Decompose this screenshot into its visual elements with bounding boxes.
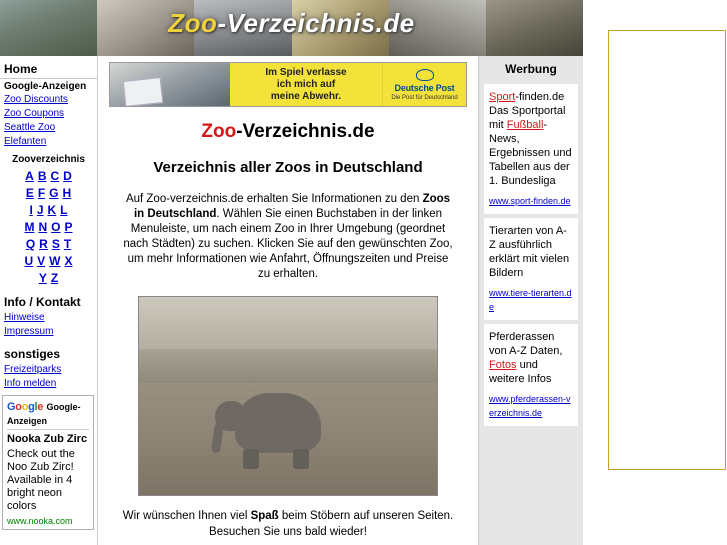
alpha-link-h[interactable]: H bbox=[62, 186, 72, 200]
outro-text-spass: Spaß bbox=[250, 510, 279, 522]
page-title bbox=[99, 121, 477, 143]
ad-tierarten-text: Tierarten von A-Z ausführlich erklärt mit vielen Bildern bbox=[489, 225, 570, 279]
post-ad-line-3: meine Abwehr. bbox=[270, 90, 342, 102]
outro-text-c: beim Stöbern auf unseren Seiten. bbox=[278, 510, 454, 522]
ad-google-row bbox=[7, 399, 89, 430]
ad-card-pferderassen[interactable] bbox=[484, 324, 578, 426]
banner-title-prefix: Zoo bbox=[168, 8, 218, 38]
google-anzeigen-label: Google-Anzeigen bbox=[7, 402, 81, 426]
ad-card-sport-finden[interactable] bbox=[484, 84, 578, 214]
alpha-link-d[interactable]: D bbox=[63, 169, 72, 183]
side-ad-frame bbox=[608, 30, 726, 470]
ad-tierarten-url[interactable]: www.tiere-tierarten.de bbox=[489, 288, 572, 312]
sidebar-link-info-melden[interactable]: Info melden bbox=[4, 378, 57, 389]
google-logo-icon: Google bbox=[7, 401, 44, 413]
alpha-link-k[interactable]: K bbox=[47, 203, 57, 217]
alpha-link-f[interactable]: F bbox=[37, 186, 46, 200]
page-headline: Verzeichnis aller Zoos in Deutschland bbox=[153, 159, 423, 176]
sidebar-ad-link-zoo-discounts[interactable]: Zoo Discounts bbox=[4, 94, 68, 105]
ad-sport-text-1: -finden.de Das Sportportal mit bbox=[489, 91, 566, 131]
post-ad-text bbox=[230, 63, 382, 106]
alpha-link-s[interactable]: S bbox=[51, 237, 60, 251]
sidebar-link-hinweise[interactable]: Hinweise bbox=[4, 312, 45, 323]
alpha-link-m[interactable]: M bbox=[24, 220, 35, 234]
ad-pferderassen-text-2: und weitere Infos bbox=[489, 359, 552, 385]
right-sidebar bbox=[478, 56, 583, 545]
alpha-link-n[interactable]: N bbox=[38, 220, 48, 234]
alpha-link-x[interactable]: X bbox=[64, 254, 73, 268]
alpha-link-a[interactable]: A bbox=[25, 169, 34, 183]
post-ad-photo bbox=[110, 63, 230, 106]
alpha-link-o[interactable]: O bbox=[51, 220, 61, 234]
elephant-leg bbox=[293, 449, 309, 469]
nooka-ad-box[interactable] bbox=[2, 395, 94, 530]
alphabet-row bbox=[0, 219, 97, 236]
main-content bbox=[99, 56, 477, 545]
sidebar-item-home[interactable]: Home bbox=[4, 62, 38, 76]
alpha-link-b[interactable]: B bbox=[37, 169, 47, 183]
sidebar-link-freizeitparks[interactable]: Freizeitparks bbox=[4, 364, 62, 375]
intro-text-part2: . Wählen Sie einen Buchstaben in der linken Menuleiste, um nach einem Zoo in Ihrer Umgebung (geordnet nach Städten) zu suchen. Klicken Sie auf den gewünschten Zoo, um mehr Informationen wie Anfahrt, Öffnungszeiten und Preise zu erhalten. bbox=[123, 208, 453, 280]
outro-paragraph bbox=[115, 508, 461, 540]
sidebar-ad-link-seattle-zoo[interactable]: Seattle Zoo bbox=[4, 122, 56, 133]
alphabet-index bbox=[0, 168, 97, 287]
ad-pferderassen-url[interactable]: www.pferderassen-verzeichnis.de bbox=[489, 394, 571, 418]
nooka-ad-body: Check out the Noo Zub Zirc! Available in 4 bright neon colors bbox=[7, 448, 75, 512]
alpha-link-z[interactable]: Z bbox=[50, 271, 59, 285]
alpha-link-v[interactable]: V bbox=[37, 254, 46, 268]
nooka-ad-title[interactable]: Nooka Zub Zirc bbox=[7, 433, 88, 445]
alphabet-row bbox=[0, 270, 97, 287]
page-title-suffix: -Verzeichnis.de bbox=[236, 121, 375, 142]
page-title-prefix: Zoo bbox=[201, 121, 237, 142]
alpha-link-p[interactable]: P bbox=[64, 220, 73, 234]
alpha-link-u[interactable]: U bbox=[24, 254, 34, 268]
alpha-link-g[interactable]: G bbox=[49, 186, 59, 200]
banner-title-suffix: -Verzeichnis.de bbox=[217, 8, 415, 38]
ad-pferderassen-text-1: Pferderassen von A-Z Daten, bbox=[489, 331, 563, 357]
sidebar-link-impressum[interactable]: Impressum bbox=[4, 326, 54, 337]
alpha-link-q[interactable]: Q bbox=[25, 237, 36, 251]
alphabet-row bbox=[0, 185, 97, 202]
banner-title bbox=[0, 8, 583, 39]
alphabet-row bbox=[0, 253, 97, 270]
photo-elephant-shape bbox=[235, 393, 321, 453]
intro-text-part1: Auf Zoo-verzeichnis.de erhalten Sie Informationen zu den bbox=[125, 193, 423, 205]
alphabet-row bbox=[0, 168, 97, 185]
alpha-link-c[interactable]: C bbox=[50, 169, 60, 183]
elephant-leg bbox=[243, 449, 259, 469]
ad-sport-text-2: -News, Ergebnissen und Tabellen aus der 1. Bundesliga bbox=[489, 119, 572, 187]
alpha-link-l[interactable]: L bbox=[60, 203, 68, 217]
intro-paragraph bbox=[121, 192, 455, 282]
header-banner bbox=[0, 0, 583, 56]
werbung-heading: Werbung bbox=[505, 62, 557, 76]
photo-rock-wall bbox=[139, 297, 438, 383]
outro-text-a: Wir wünschen Ihnen viel bbox=[122, 510, 251, 522]
deutsche-post-banner-ad[interactable] bbox=[109, 62, 467, 107]
alphabet-row bbox=[0, 202, 97, 219]
google-ads-label-top: Google-Anzeigen bbox=[0, 78, 97, 93]
elephant-photo bbox=[138, 296, 438, 496]
alpha-link-j[interactable]: J bbox=[36, 203, 44, 217]
post-ad-brand-sub: Die Post für Deutschland bbox=[391, 94, 458, 101]
alpha-link-w[interactable]: W bbox=[49, 254, 61, 268]
info-kontakt-heading: Info / Kontakt bbox=[4, 295, 81, 309]
sidebar-ad-link-zoo-coupons[interactable]: Zoo Coupons bbox=[4, 108, 65, 119]
nooka-ad-url[interactable]: www.nooka.com bbox=[7, 516, 73, 526]
post-ad-line-1: Im Spiel verlasse bbox=[265, 66, 347, 78]
post-ad-line-2: ich mich auf bbox=[276, 78, 336, 90]
intro-bold-zoos: Zoos in Deutschland bbox=[133, 193, 451, 220]
alpha-link-i[interactable]: I bbox=[29, 203, 33, 217]
post-ad-brand: Deutsche Post bbox=[394, 82, 455, 93]
post-horn-icon bbox=[416, 69, 434, 81]
zoo-index-heading: Zooverzeichnis bbox=[12, 154, 85, 165]
post-ad-logo-block bbox=[382, 63, 466, 106]
alpha-link-y[interactable]: Y bbox=[38, 271, 47, 285]
sonstiges-heading: sonstiges bbox=[4, 347, 61, 361]
alpha-link-t[interactable]: T bbox=[63, 237, 72, 251]
sidebar-ad-link-elefanten[interactable]: Elefanten bbox=[4, 136, 47, 147]
ad-fotos-link[interactable]: Fotos bbox=[489, 359, 517, 371]
alpha-link-r[interactable]: R bbox=[39, 237, 48, 251]
ad-sport-link[interactable]: Sport bbox=[489, 91, 516, 103]
alphabet-row bbox=[0, 236, 97, 253]
ad-sport-url[interactable]: www.sport-finden.de bbox=[489, 196, 571, 206]
alpha-link-e[interactable]: E bbox=[25, 186, 34, 200]
left-sidebar bbox=[0, 56, 98, 545]
ad-card-tierarten[interactable] bbox=[484, 218, 578, 320]
ad-fussball-link[interactable]: Fußball bbox=[506, 119, 544, 131]
outro-line-2: Besuchen Sie uns bald wieder! bbox=[209, 526, 367, 538]
